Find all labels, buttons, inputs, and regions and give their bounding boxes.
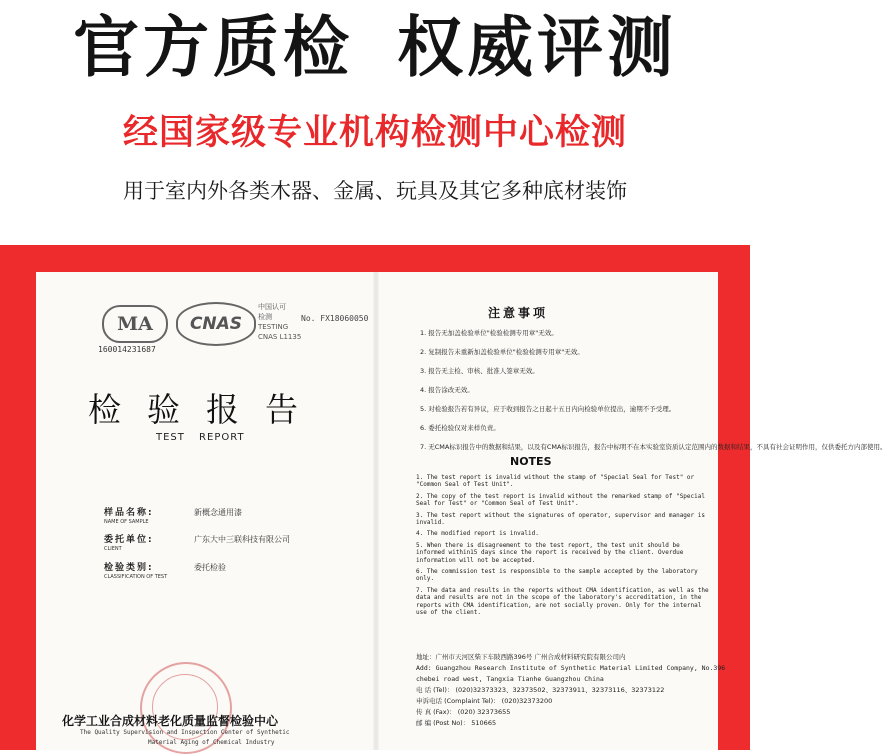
banner [0, 0, 750, 245]
address-line: 地址：广州市天河区柴下车陂西路396号 广州合成材料研究院有限公司内 [416, 653, 626, 661]
address-line: 邮 编 (Post No)： 510665 [416, 719, 497, 727]
notes-page [376, 272, 886, 750]
address-block [416, 652, 726, 729]
headline-part1: 官方质检 [73, 9, 353, 86]
field-label: 检验类别: [104, 563, 154, 573]
notes-list-en [416, 474, 712, 621]
field-value: 广东大中三联科技有限公司 [194, 535, 290, 544]
field-client [104, 532, 154, 552]
note-en: 6. The commission test is responsible to the sample accepted by the laboratory only. [416, 568, 698, 583]
note-en: 3. The test report without the signatures of operator, supervisor and manager is invalid. [416, 511, 705, 527]
address-line: chebei road west, Tangxia Tianhe Guangzhou China [416, 675, 604, 683]
note-cn: 6. 委托检验仅对来样负责。 [420, 424, 500, 432]
note-cn: 2. 复制报告未重新加盖检验单位"检验检测专用章"无效。 [420, 348, 584, 356]
note-en: 1. The test report is invalid without the stamp of "Special Seal for Test" or "Common Seal of Test Unit". [416, 474, 695, 489]
issuing-org-cn: 化学工业合成材料老化质量监督检验中心 [62, 714, 279, 728]
field-label-en: CLASSIFICATION OF TEST [104, 574, 168, 580]
note-cn: 5. 对检验报告若有异议，应于收到报告之日起十五日内向检验单位提出，逾期不予受理。 [420, 405, 676, 413]
address-line: 电 话 (Tel)： (020)32373323、32373502、32373911、32373116、32373122 [416, 686, 665, 694]
certificate-scan [36, 272, 886, 750]
field-test-class [104, 560, 167, 580]
note-en: 2. The copy of the test report is invalid without the remarked stamp of "Special Seal for Test" or "Common Seal of Test Unit". [416, 492, 705, 508]
cma-number: 160014231687 [98, 345, 156, 354]
notes-list-cn [420, 324, 886, 457]
note-cn: 1. 报告无加盖检验单位"检验检测专用章"无效。 [420, 329, 558, 337]
note-en: 4. The modified report is invalid. [416, 530, 539, 538]
cnas-caption-line: CNAS L1135 [258, 333, 302, 341]
headline-part2: 权威评测 [397, 9, 677, 86]
field-label: 样品名称: [104, 508, 154, 518]
note-en: 5. When there is disagreement to the test report, the test unit should be informed within15 days since the report is received by the client. Overdue information will not be accepted. [416, 541, 684, 564]
note-en: 7. The data and results in the reports without CMA identification, as well as the data and results are not in the scope of the laboratory's accreditation, in the reports with CMA identification, are not socially proven. Only for the internal use of the client. [416, 586, 709, 617]
field-value: 新概念通用漆 [194, 508, 242, 517]
cnas-caption [258, 302, 301, 342]
cnas-caption-line: 中国认可 [258, 303, 286, 311]
notes-title-en: NOTES [510, 455, 552, 468]
issuing-org-en-line2: Material Aging of Chemical Industry [148, 739, 275, 746]
address-line: Add: Guangzhou Research Institute of Synthetic Material Limited Company, No.396 [416, 664, 726, 672]
field-label: 委托单位: [104, 535, 154, 545]
issuing-org-en-line1: The Quality Supervision and Inspection Center of Synthetic [80, 729, 290, 736]
report-cover-page [36, 272, 376, 750]
report-number: No. FX18060050 [301, 314, 369, 323]
address-line: 传 真 (Fax)： (020) 32373655 [416, 708, 511, 716]
note-cn: 3. 报告无主检、审核、批准人签章无效。 [420, 367, 539, 375]
note-cn: 7. 无CMA标识报告中的数据和结果，以及有CMA标识报告，报告中标明不在本实验室资质认定范围内的数据和结果，不具有社会证明作用，仅供委托方内部使用。 [420, 443, 886, 451]
description: 用于室内外各类木器、金属、玩具及其它多种底材装饰 [123, 179, 627, 203]
address-line: 申诉电话 (Complaint Tel)： (020)32373200 [416, 697, 553, 705]
subheadline: 经国家级专业机构检测中心检测 [122, 113, 627, 153]
field-label-en: CLIENT [104, 546, 122, 552]
report-title-en: TEST REPORT [156, 432, 245, 443]
certificate-frame [0, 245, 886, 750]
cnas-caption-line: TESTING [258, 323, 289, 331]
cnas-caption-line: 检测 [258, 313, 272, 321]
notes-title-cn: 注意事项 [488, 306, 549, 320]
cma-logo-icon: MA [102, 305, 168, 343]
note-cn: 4. 报告涂改无效。 [420, 386, 474, 394]
field-label-en: NAME OF SAMPLE [104, 519, 149, 525]
cnas-logo-icon: CNAS [176, 302, 256, 346]
report-title-cn: 检验报告 [88, 390, 324, 429]
field-value: 委托检验 [194, 563, 226, 572]
headline [0, 8, 750, 88]
field-sample-name [104, 505, 154, 525]
